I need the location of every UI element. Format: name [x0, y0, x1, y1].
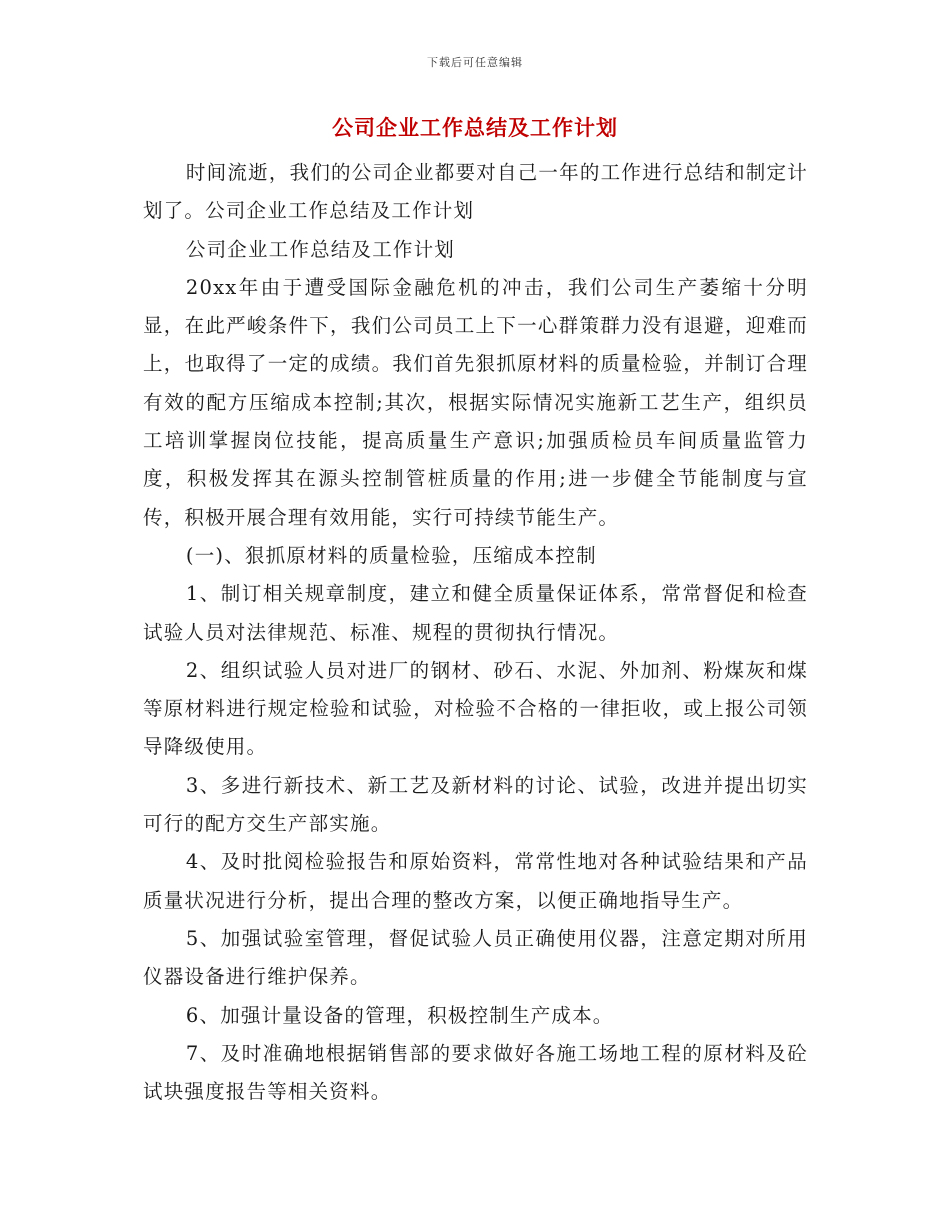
list-item: 2、组织试验人员对进厂的钢材、砂石、水泥、外加剂、粉煤灰和煤等原材料进行规定检验和试验，对检验不合格的一律拒收，或上报公司领导降级使用。 — [143, 658, 808, 759]
list-item: 6、加强计量设备的管理，积极控制生产成本。 — [185, 1003, 614, 1027]
document-body — [143, 154, 808, 1111]
header-note: 下载后可任意编辑 — [427, 56, 523, 69]
list-item: 4、及时批阅检验报告和原始资料，常常性地对各种试验结果和产品质量状况进行分析，提出合理的整改方案，以便正确地指导生产。 — [143, 850, 808, 912]
document-title: 公司企业工作总结及工作计划 — [332, 115, 618, 140]
paragraph: 20xx年由于遭受国际金融危机的冲击，我们公司生产萎缩十分明显，在此严峻条件下，我们公司员工上下一心群策群力没有退避，迎难而上，也取得了一定的成绩。我们首先狠抓原材料的质量检验，并制订合理有效的配方压缩成本控制;其次，根据实际情况实施新工艺生产，组织员工培训掌握岗位技能，提高质量生产意识;加强质检员车间质量监管力度，积极发挥其在源头控制管桩质量的作用;进一步健全节能制度与宣传，积极开展合理有效用能，实行可持续节能生产。 — [143, 275, 808, 529]
list-item: 3、多进行新技术、新工艺及新材料的讨论、试验，改进并提出切实可行的配方交生产部实施。 — [143, 773, 808, 836]
paragraph: 时间流逝，我们的公司企业都要对自己一年的工作进行总结和制定计划了。公司企业工作总结及工作计划 — [143, 161, 808, 223]
list-item: 1、制订相关规章制度，建立和健全质量保证体系，常常督促和检查试验人员对法律规范、标准、规程的贯彻执行情况。 — [143, 582, 808, 644]
paragraph: 公司企业工作总结及工作计划 — [185, 237, 455, 261]
list-item: 7、及时准确地根据销售部的要求做好各施工场地工程的原材料及砼试块强度报告等相关资料。 — [143, 1041, 808, 1104]
list-item: 5、加强试验室管理，督促试验人员正确使用仪器，注意定期对所用仪器设备进行维护保养。 — [143, 926, 808, 989]
section-heading: (一)、狠抓原材料的质量检验，压缩成本控制 — [185, 543, 597, 567]
